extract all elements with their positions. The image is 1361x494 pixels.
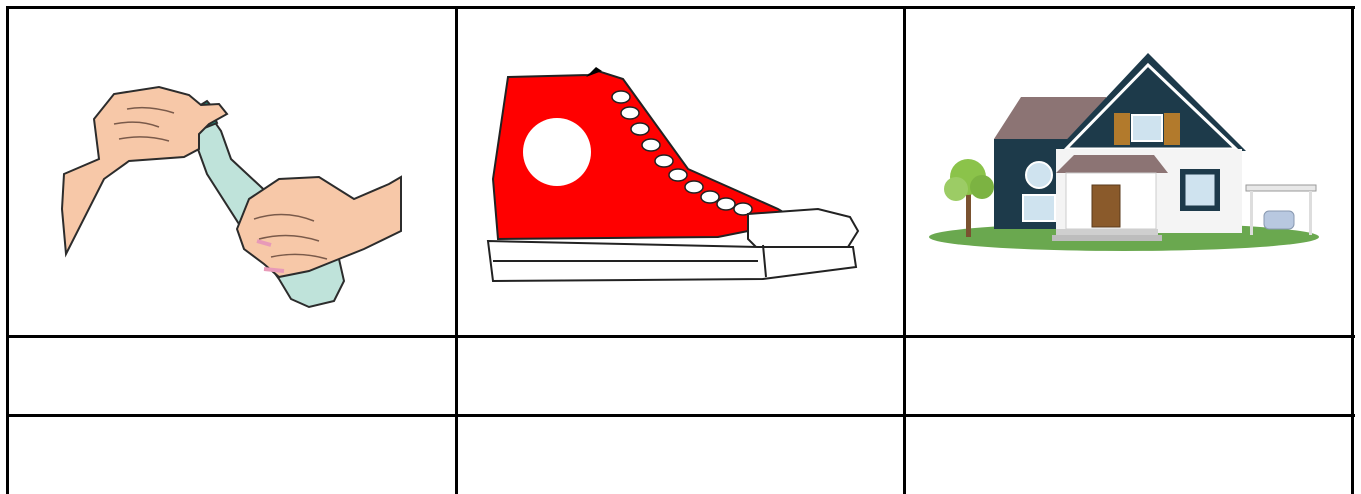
picture-cell-house [906, 9, 1351, 335]
ankle-patch [523, 118, 591, 186]
tree [944, 159, 994, 237]
lower-hand [237, 177, 401, 277]
answer-cell-3-row2[interactable] [906, 338, 1351, 414]
picture-cell-bottle [9, 9, 455, 335]
answer-cell-1-row3[interactable] [9, 417, 455, 494]
upper-hand [62, 87, 227, 254]
hands-opening-bottle-icon [9, 9, 455, 335]
red-high-top-sneaker-icon [458, 9, 903, 335]
answer-cell-2-row3[interactable] [458, 417, 903, 494]
answer-cell-2-row2[interactable] [458, 338, 903, 414]
house-icon [906, 9, 1351, 335]
answer-cell-1-row2[interactable] [9, 338, 455, 414]
picture-cell-shoe [458, 9, 903, 335]
table-border-right [1351, 6, 1354, 494]
answer-cell-3-row3[interactable] [906, 417, 1351, 494]
